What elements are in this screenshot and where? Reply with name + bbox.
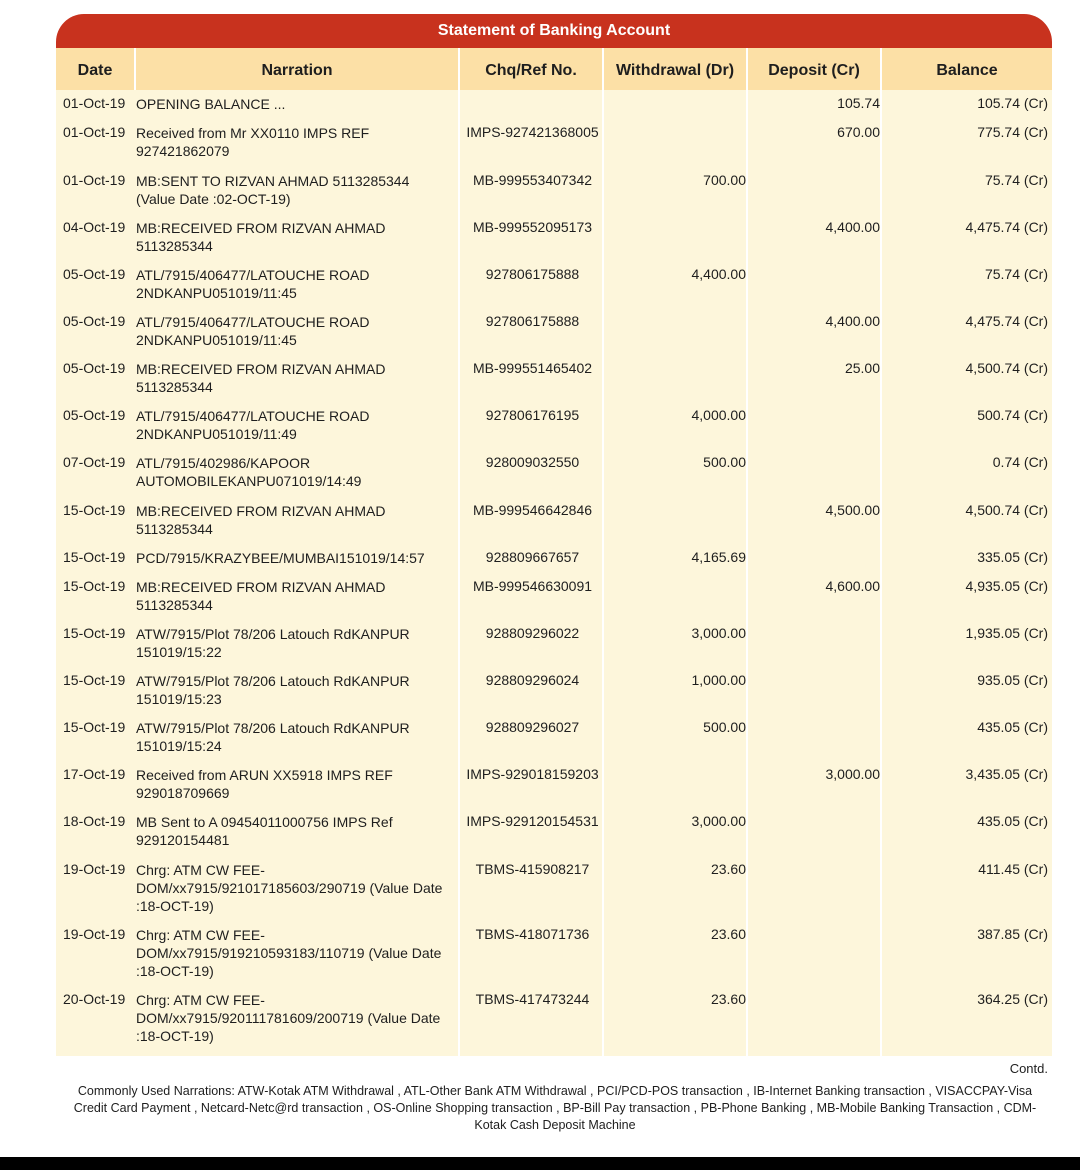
row-ref: 927806175888 (485, 266, 580, 282)
row-narration: ATL/7915/406477/LATOUCHE ROAD 2NDKANPU051019/11:45 (136, 267, 370, 301)
column-divider (134, 48, 136, 90)
row-ref: 928809296024 (485, 672, 580, 688)
row-ref: IMPS-927421368005 (466, 124, 599, 140)
row-deposit: 3,000.00 (825, 766, 880, 782)
row-deposit: 4,500.00 (825, 502, 880, 518)
row-narration: MB:RECEIVED FROM RIZVAN AHMAD 5113285344 (136, 579, 386, 613)
row-date: 01-Oct-19 (63, 124, 126, 140)
row-ref: MB-999553407342 (472, 172, 593, 188)
row-narration: MB:RECEIVED FROM RIZVAN AHMAD 5113285344 (136, 361, 386, 395)
row-narration: ATL/7915/406477/LATOUCHE ROAD 2NDKANPU051019/11:49 (136, 408, 370, 442)
row-date: 15-Oct-19 (63, 549, 126, 565)
row-date: 15-Oct-19 (63, 672, 126, 688)
row-date: 18-Oct-19 (63, 813, 126, 829)
row-balance: 364.25 (Cr) (977, 991, 1048, 1007)
statement-title: Statement of Banking Account (437, 22, 671, 39)
row-narration: Chrg: ATM CW FEE-DOM/xx7915/919210593183/110719 (Value Date :18-OCT-19) (136, 927, 442, 979)
row-ref: MB-999546630091 (472, 578, 593, 594)
row-balance: 435.05 (Cr) (977, 813, 1048, 829)
row-ref: TBMS-418071736 (475, 926, 590, 942)
row-withdrawal: 500.00 (703, 719, 746, 735)
row-withdrawal: 3,000.00 (691, 813, 746, 829)
continued-label: Contd. (1009, 1061, 1048, 1076)
row-balance: 3,435.05 (Cr) (965, 766, 1048, 782)
row-withdrawal: 23.60 (710, 991, 746, 1007)
row-deposit: 4,400.00 (825, 219, 880, 235)
row-date: 01-Oct-19 (63, 172, 126, 188)
row-balance: 75.74 (Cr) (984, 266, 1048, 282)
row-balance: 0.74 (Cr) (992, 454, 1048, 470)
row-ref: TBMS-415908217 (475, 861, 590, 877)
header-narration: Narration (261, 62, 333, 79)
table-header (56, 48, 1052, 90)
row-narration: Chrg: ATM CW FEE-DOM/xx7915/921017185603/290719 (Value Date :18-OCT-19) (136, 862, 443, 914)
row-withdrawal: 4,165.69 (691, 549, 746, 565)
row-narration: ATW/7915/Plot 78/206 Latouch RdKANPUR 151019/15:22 (136, 626, 410, 660)
row-date: 05-Oct-19 (63, 360, 126, 376)
header-date: Date (77, 62, 113, 79)
row-withdrawal: 4,400.00 (691, 266, 746, 282)
transactions-table (56, 48, 1052, 1056)
row-withdrawal: 4,000.00 (691, 407, 746, 423)
row-narration: ATW/7915/Plot 78/206 Latouch RdKANPUR 151019/15:24 (136, 720, 410, 754)
row-ref: 928809667657 (485, 549, 580, 565)
row-balance: 411.45 (Cr) (978, 861, 1048, 877)
header-withdrawal: Withdrawal (Dr) (615, 62, 735, 79)
row-ref: 928809296027 (485, 719, 580, 735)
row-date: 15-Oct-19 (63, 502, 126, 518)
row-narration: ATL/7915/406477/LATOUCHE ROAD 2NDKANPU051019/11:45 (136, 314, 370, 348)
row-balance: 4,500.74 (Cr) (965, 502, 1048, 518)
row-balance: 105.74 (Cr) (977, 95, 1048, 111)
row-balance: 775.74 (Cr) (977, 124, 1048, 140)
row-balance: 435.05 (Cr) (977, 719, 1048, 735)
row-ref: MB-999552095173 (472, 219, 593, 235)
row-withdrawal: 23.60 (710, 926, 746, 942)
row-balance: 935.05 (Cr) (977, 672, 1048, 688)
row-narration: PCD/7915/KRAZYBEE/MUMBAI151019/14:57 (136, 550, 425, 566)
row-narration: Received from ARUN XX5918 IMPS REF 929018709669 (136, 767, 393, 801)
row-balance: 4,475.74 (Cr) (965, 313, 1048, 329)
row-balance: 4,500.74 (Cr) (965, 360, 1048, 376)
row-date: 20-Oct-19 (63, 991, 126, 1007)
row-deposit: 670.00 (837, 124, 880, 140)
row-balance: 75.74 (Cr) (984, 172, 1048, 188)
row-narration: Chrg: ATM CW FEE-DOM/xx7915/920111781609/200719 (Value Date :18-OCT-19) (136, 992, 441, 1044)
header-ref: Chq/Ref No. (485, 62, 577, 79)
row-ref: MB-999546642846 (472, 502, 593, 518)
row-withdrawal: 3,000.00 (691, 625, 746, 641)
narration-legend: Commonly Used Narrations: ATW-Kotak ATM Withdrawal , ATL-Other Bank ATM Withdrawal , PCI/PCD-POS transaction , IB-Internet Banking transaction , VISACCPAY-Visa Credit Card Payment , Netcard-Netc@rd transaction , OS-Online Shopping transaction , BP-Bill Pay transaction , PB-Phone Banking , MB-Mobile Banking Transaction , CDM-Kotak Cash Deposit Machine (73, 1084, 1037, 1132)
row-narration: OPENING BALANCE ... (136, 96, 286, 112)
row-date: 05-Oct-19 (63, 266, 126, 282)
row-balance: 387.85 (Cr) (977, 926, 1048, 942)
header-deposit: Deposit (Cr) (768, 62, 860, 79)
row-narration: Received from Mr XX0110 IMPS REF 927421862079 (136, 125, 370, 159)
row-balance: 4,475.74 (Cr) (965, 219, 1048, 235)
row-balance: 4,935.05 (Cr) (965, 578, 1048, 594)
row-date: 19-Oct-19 (63, 861, 126, 877)
row-ref: 928809296022 (485, 625, 580, 641)
row-ref: IMPS-929120154531 (466, 813, 599, 829)
row-narration: MB:RECEIVED FROM RIZVAN AHMAD 5113285344 (136, 503, 386, 537)
row-ref: IMPS-929018159203 (466, 766, 599, 782)
row-deposit: 4,600.00 (825, 578, 880, 594)
row-date: 01-Oct-19 (63, 95, 126, 111)
row-ref: 927806176195 (485, 407, 580, 423)
row-balance: 500.74 (Cr) (977, 407, 1048, 423)
row-date: 07-Oct-19 (63, 454, 126, 470)
row-narration: MB Sent to A 09454011000756 IMPS Ref 929120154481 (136, 814, 393, 848)
row-narration: ATL/7915/402986/KAPOOR AUTOMOBILEKANPU071019/14:49 (136, 455, 362, 489)
row-date: 17-Oct-19 (63, 766, 126, 782)
bottom-bar (0, 1157, 1080, 1170)
row-date: 15-Oct-19 (63, 719, 126, 735)
row-date: 05-Oct-19 (63, 407, 126, 423)
row-date: 05-Oct-19 (63, 313, 126, 329)
row-withdrawal: 500.00 (703, 454, 746, 470)
row-ref: 928009032550 (485, 454, 580, 470)
row-balance: 1,935.05 (Cr) (965, 625, 1048, 641)
row-withdrawal: 23.60 (710, 861, 746, 877)
row-deposit: 25.00 (844, 360, 880, 376)
row-date: 15-Oct-19 (63, 578, 126, 594)
row-narration: ATW/7915/Plot 78/206 Latouch RdKANPUR 151019/15:23 (136, 673, 410, 707)
row-date: 15-Oct-19 (63, 625, 126, 641)
row-ref: 927806175888 (485, 313, 580, 329)
row-deposit: 105.74 (837, 95, 880, 111)
row-date: 04-Oct-19 (63, 219, 126, 235)
row-withdrawal: 700.00 (703, 172, 746, 188)
row-narration: MB:RECEIVED FROM RIZVAN AHMAD 5113285344 (136, 220, 386, 254)
row-ref: MB-999551465402 (472, 360, 593, 376)
row-ref: TBMS-417473244 (475, 991, 590, 1007)
row-balance: 335.05 (Cr) (977, 549, 1048, 565)
column-divider (746, 48, 748, 1056)
header-balance: Balance (936, 62, 998, 79)
row-withdrawal: 1,000.00 (691, 672, 746, 688)
row-date: 19-Oct-19 (63, 926, 126, 942)
row-narration: MB:SENT TO RIZVAN AHMAD 5113285344 (Value Date :02-OCT-19) (136, 173, 410, 207)
row-deposit: 4,400.00 (825, 313, 880, 329)
